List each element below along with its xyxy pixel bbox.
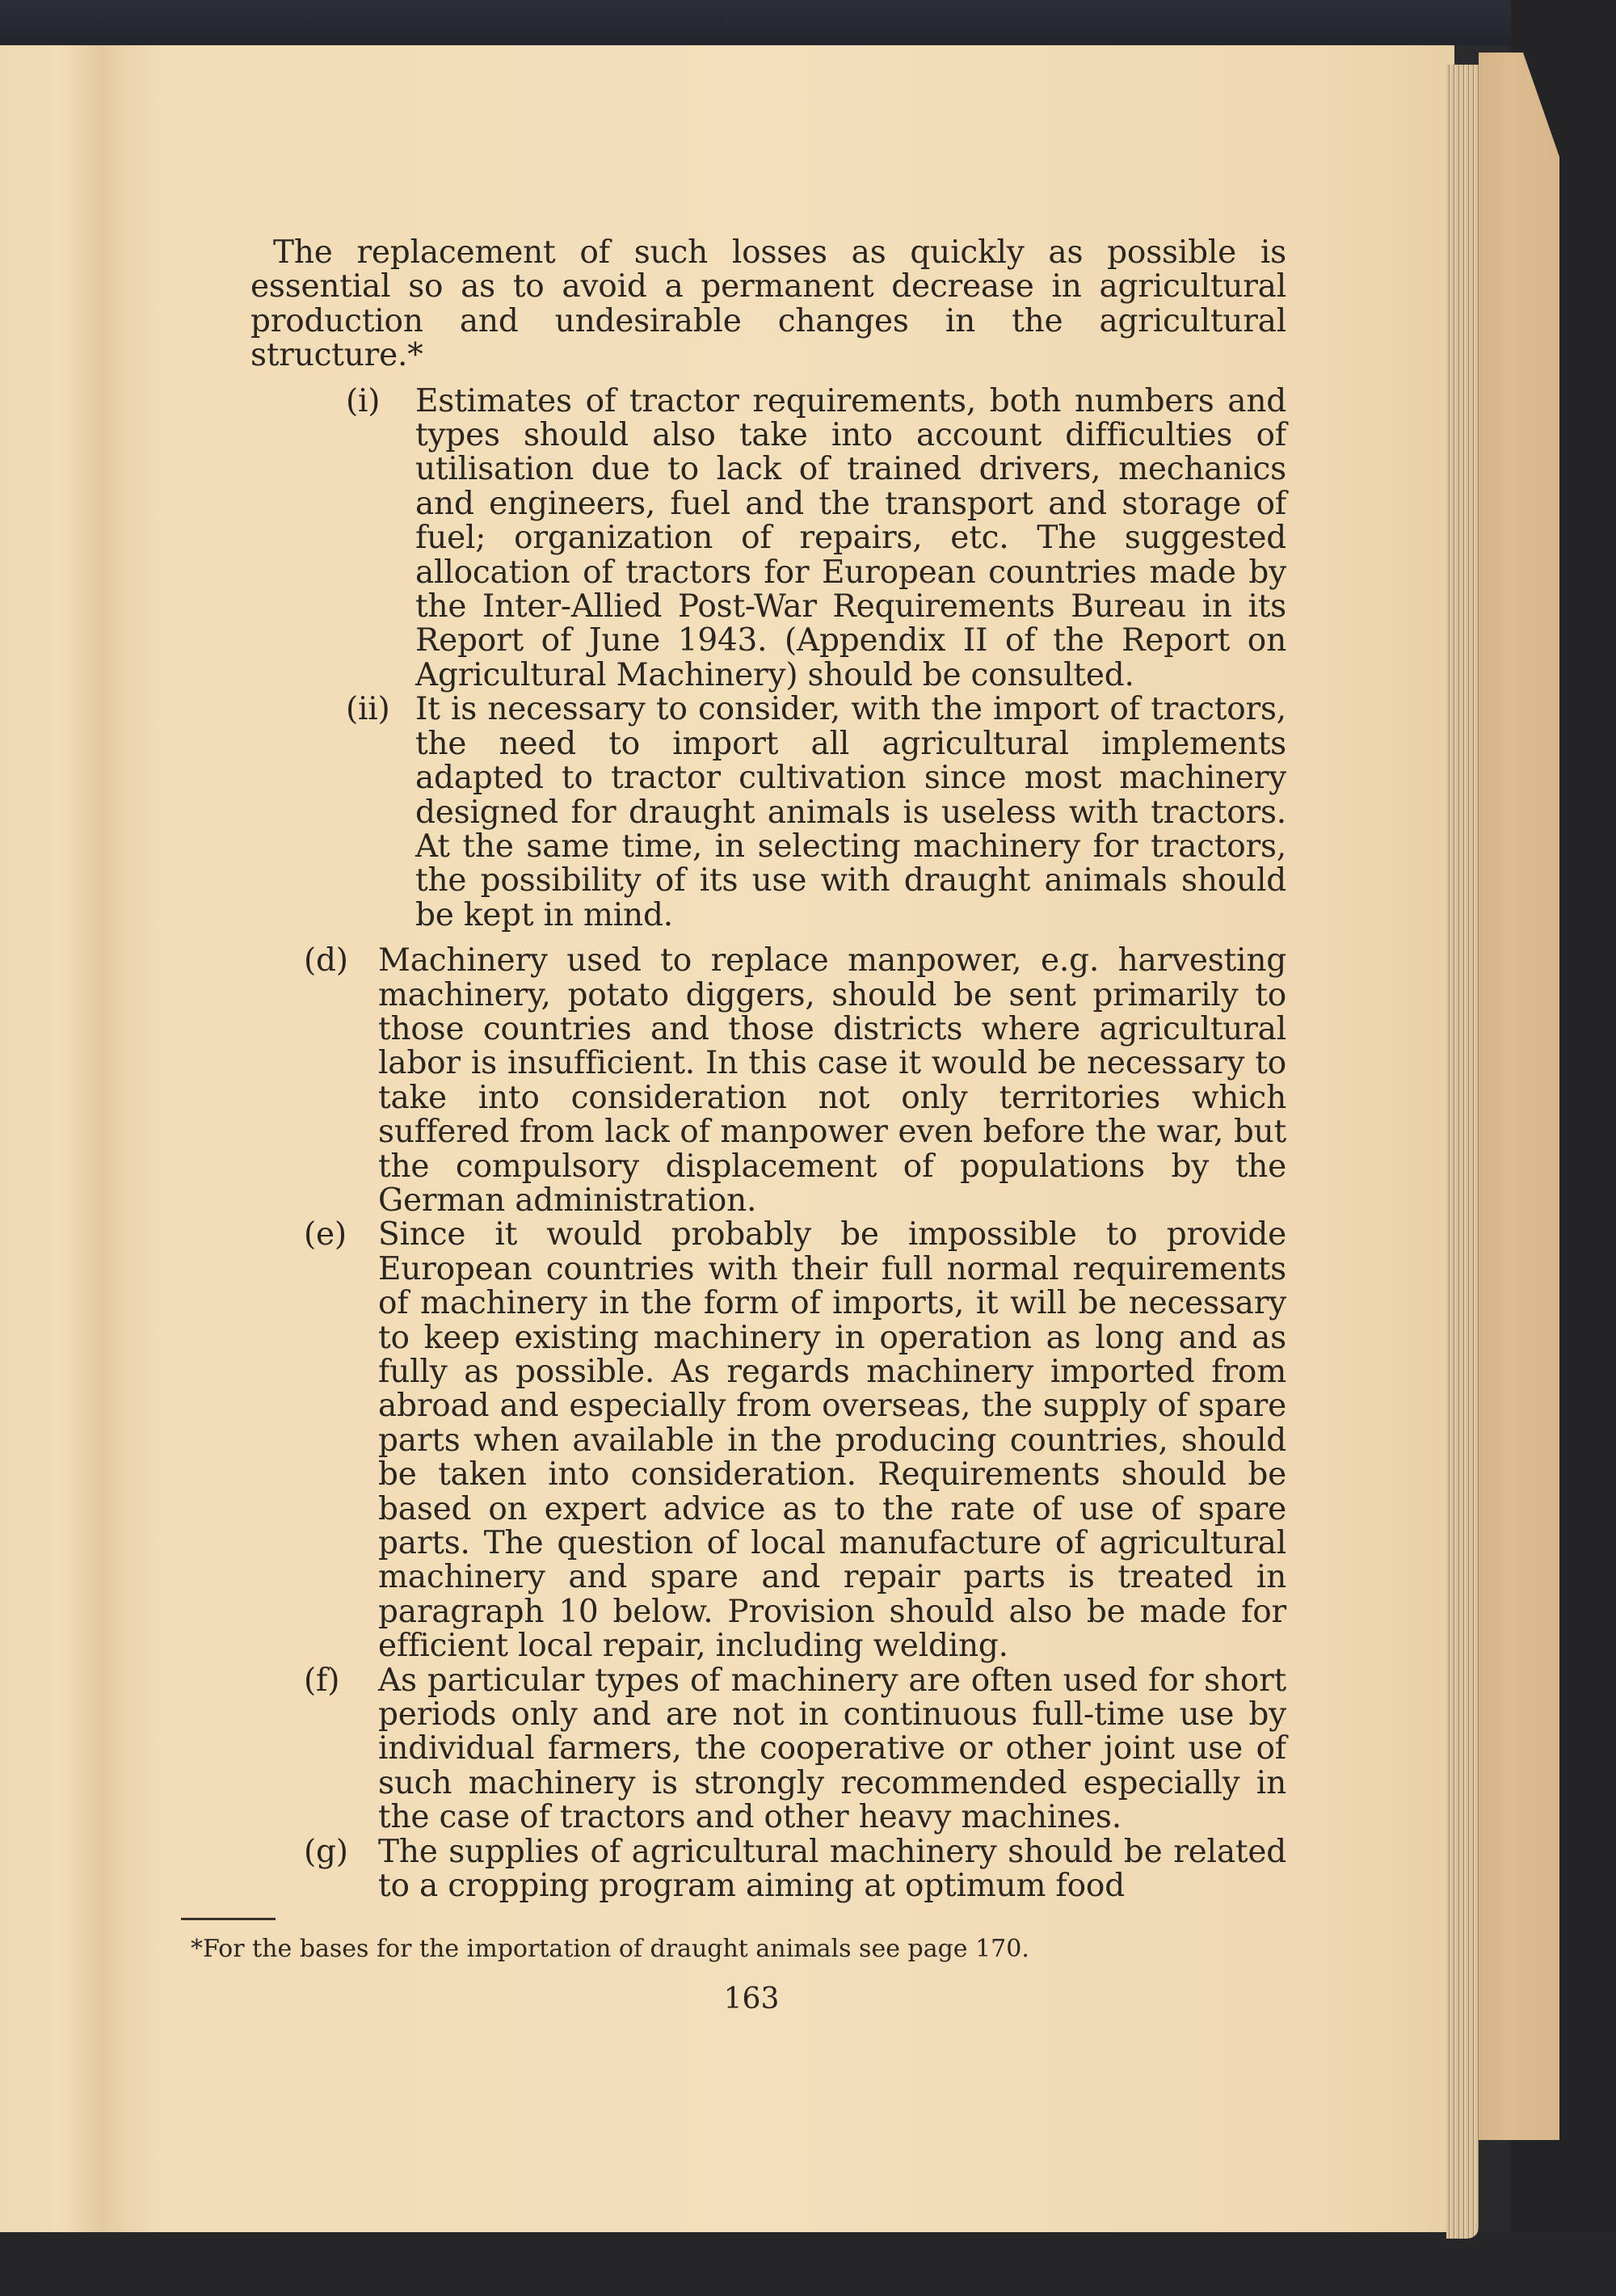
page-stack-edges	[1446, 65, 1479, 2239]
item-marker: (d)	[304, 942, 348, 979]
intro-paragraph: The replacement of such losses as quickly as possible is essential so as to avoid a permanent decrease in agricultural production and undesirable changes in the agricultural structure.*	[250, 234, 1286, 374]
book-cover-edge	[1479, 53, 1559, 2140]
item-text: Since it would probably be impossible to provide European countries with their full normal requirements of machinery in the form of imports, it will be necessary to keep existing machinery in operation as long and as fully as possible. As regards machinery imported from abroad and especially from overseas, the supply of spare parts when available in the producing countries, should be taken into consideration. Requirements should be based on expert advice as to the rate of use of spare parts. The question of local manufacture of agricultural machinery and spare and repair parts is treated in paragraph 10 below. Provision should also be made for efficient local repair, including welding.	[378, 1216, 1286, 1665]
item-e	[250, 1218, 1286, 1663]
scan-background-top	[0, 0, 1616, 45]
item-marker: (f)	[304, 1662, 340, 1699]
item-marker: (g)	[304, 1833, 348, 1870]
footnote: *For the bases for the importation of draught animals see page 170.	[191, 1935, 1029, 1963]
item-text: It is necessary to consider, with the import of tractors, the need to import all agricultural implements adapted to tractor cultivation since most machinery designed for draught animals is useless with tractors. At the same time, in selecting machinery for tractors, the possibility of its use with draught animals should be kept in mind.	[415, 691, 1286, 933]
item-text: Machinery used to replace manpower, e.g. harvesting machinery, potato diggers, should be sent primarily to those countries and those districts where agricultural labor is insufficient. In this case it would be necessary to take into consideration not only territories which suffered from lack of manpower even before the war, but the compulsory displacement of populations by the German administration.	[378, 942, 1286, 1219]
item-text: The supplies of agricultural machinery should be related to a cropping program aiming at optimum food	[378, 1833, 1286, 1905]
item-marker: (i)	[346, 382, 381, 419]
item-f	[250, 1664, 1286, 1835]
scan-background-bottom	[0, 2232, 1616, 2296]
facing-page-edge	[0, 45, 103, 2232]
item-marker: (ii)	[346, 691, 390, 728]
item-marker: (e)	[304, 1216, 347, 1253]
item-text: As particular types of machinery are often used for short periods only and are not in continuous full-time use by individual farmers, the cooperative or other joint use of such machinery is strongly recommended especially in the case of tractors and other heavy machines.	[378, 1662, 1286, 1836]
footnote-divider	[181, 1918, 276, 1920]
page-number: 163	[723, 1982, 780, 2016]
item-g	[250, 1835, 1286, 1904]
sub-item-i	[250, 382, 1286, 693]
page-body	[250, 236, 1286, 1904]
sub-item-ii	[250, 693, 1286, 933]
item-text: Estimates of tractor requirements, both numbers and types should also take into account difficulties of utilisation due to lack of trained drivers, mechanics and engineers, fuel and the transport and storage of fuel; organization of repairs, etc. The suggested allocation of tractors for European countries made by the Inter-Allied Post-War Requirements Bureau in its Report of June 1943. (Appendix II of the Report on Agricultural Machinery) should be consulted.	[415, 382, 1286, 693]
item-d	[250, 944, 1286, 1218]
